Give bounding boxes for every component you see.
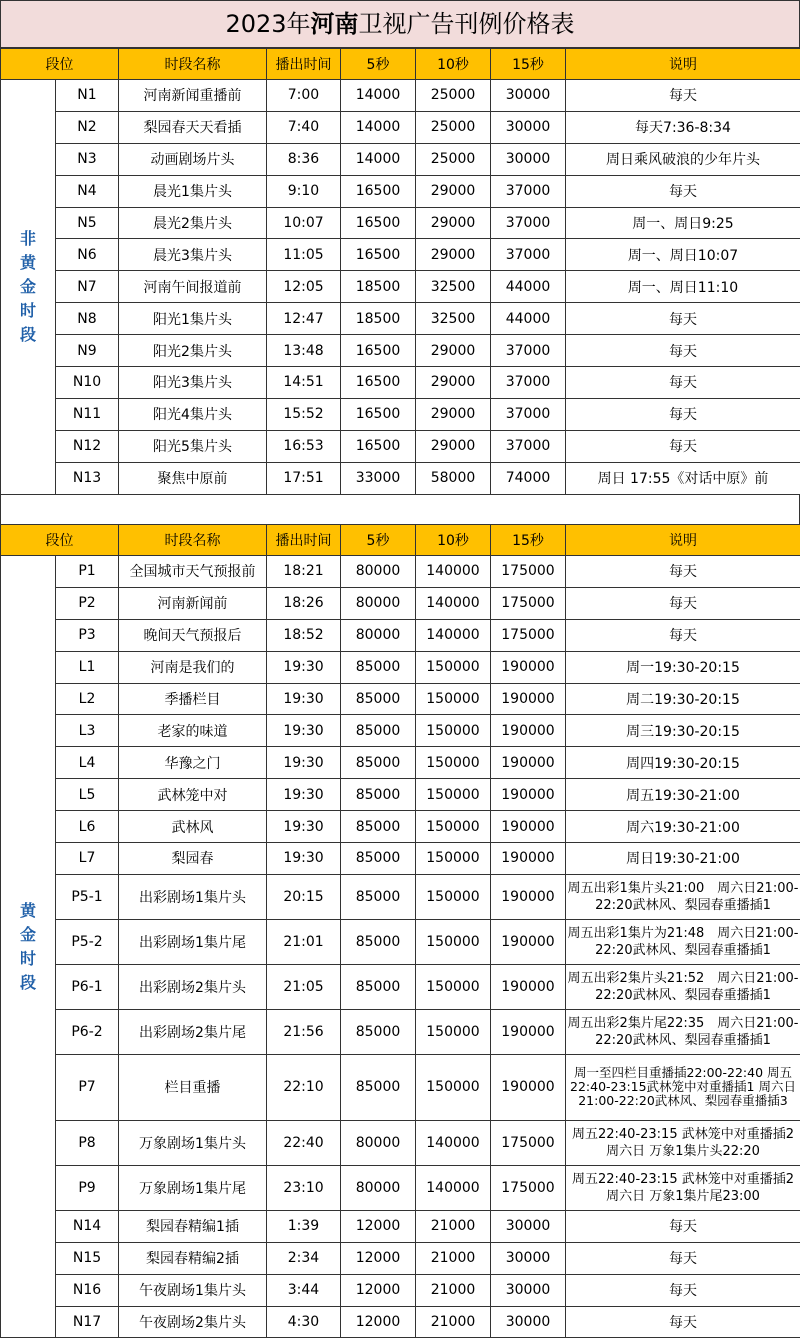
cell-note: 周一至四栏目重播插22:00-22:40 周五22:40-23:15武林笼中对重播插1 周六日21:00-22:20武林风、梨园春重播插3 [566, 1054, 800, 1120]
cell-price-5s: 85000 [341, 683, 416, 715]
price-table-prime [0, 524, 800, 1338]
cell-slot-name: 出彩剧场1集片尾 [119, 919, 267, 964]
header-15s: 15秒 [491, 525, 566, 556]
cell-price-5s: 16500 [341, 398, 416, 430]
cell-code: P9 [56, 1165, 119, 1210]
table-row [1, 239, 800, 271]
table-row [1, 919, 800, 964]
cell-note: 每天 [566, 80, 800, 112]
cell-note: 周一19:30-20:15 [566, 651, 800, 683]
cell-air-time: 8:36 [267, 143, 341, 175]
cell-price-15s: 37000 [491, 367, 566, 399]
cell-slot-name: 全国城市天气预报前 [119, 556, 267, 588]
cell-code: P7 [56, 1054, 119, 1120]
cell-code: N17 [56, 1306, 119, 1338]
cell-slot-name: 动画剧场片头 [119, 143, 267, 175]
cell-price-5s: 85000 [341, 919, 416, 964]
cell-code: P5-2 [56, 919, 119, 964]
cell-price-15s: 30000 [491, 1274, 566, 1306]
cell-code: N13 [56, 462, 119, 494]
cell-air-time: 12:47 [267, 303, 341, 335]
cell-price-15s: 44000 [491, 271, 566, 303]
cell-air-time: 19:30 [267, 779, 341, 811]
cell-price-15s: 190000 [491, 811, 566, 843]
cell-note: 每天 [566, 556, 800, 588]
section-spacer [0, 494, 800, 524]
cell-note: 周日乘风破浪的少年片头 [566, 143, 800, 175]
cell-price-15s: 44000 [491, 303, 566, 335]
cell-note: 每天 [566, 398, 800, 430]
table-row [1, 715, 800, 747]
cell-air-time: 16:53 [267, 430, 341, 462]
table-row [1, 556, 800, 588]
title-bold: 河南 [310, 10, 359, 38]
header-air-time: 播出时间 [267, 525, 341, 556]
cell-price-5s: 16500 [341, 430, 416, 462]
cell-code: N5 [56, 207, 119, 239]
cell-air-time: 23:10 [267, 1165, 341, 1210]
cell-price-10s: 140000 [416, 619, 491, 651]
cell-note: 周五19:30-21:00 [566, 779, 800, 811]
cell-price-5s: 80000 [341, 1165, 416, 1210]
cell-slot-name: 河南午间报道前 [119, 271, 267, 303]
cell-price-5s: 85000 [341, 964, 416, 1009]
cell-note: 周五22:40-23:15 武林笼中对重播插2 周六日 万象1集片头22:20 [566, 1120, 800, 1165]
cell-price-15s: 175000 [491, 587, 566, 619]
cell-slot-name: 武林风 [119, 811, 267, 843]
table-row [1, 143, 800, 175]
table-row [1, 207, 800, 239]
cell-price-5s: 14000 [341, 111, 416, 143]
cell-price-10s: 150000 [416, 1054, 491, 1120]
cell-slot-name: 阳光4集片头 [119, 398, 267, 430]
table-row [1, 1165, 800, 1210]
cell-note: 每天 [566, 587, 800, 619]
cell-note: 周日 17:55《对话中原》前 [566, 462, 800, 494]
cell-code: N11 [56, 398, 119, 430]
header-note: 说明 [566, 49, 800, 80]
cell-price-10s: 150000 [416, 874, 491, 919]
cell-price-15s: 37000 [491, 239, 566, 271]
cell-air-time: 15:52 [267, 398, 341, 430]
cell-code: N6 [56, 239, 119, 271]
cell-price-5s: 80000 [341, 619, 416, 651]
cell-note: 周五出彩2集片尾22:35 周六日21:00-22:20武林风、梨园春重播插1 [566, 1009, 800, 1054]
cell-price-5s: 80000 [341, 556, 416, 588]
title-year: 2023年 [225, 10, 311, 38]
header-row [1, 49, 800, 80]
cell-price-5s: 12000 [341, 1242, 416, 1274]
header-10s: 10秒 [416, 525, 491, 556]
cell-code: N15 [56, 1242, 119, 1274]
cell-price-10s: 25000 [416, 143, 491, 175]
cell-price-10s: 150000 [416, 651, 491, 683]
cell-price-10s: 25000 [416, 111, 491, 143]
cell-slot-name: 老家的味道 [119, 715, 267, 747]
cell-price-10s: 21000 [416, 1306, 491, 1338]
cell-slot-name: 午夜剧场2集片头 [119, 1306, 267, 1338]
cell-price-15s: 74000 [491, 462, 566, 494]
cell-code: P2 [56, 587, 119, 619]
table-row [1, 398, 800, 430]
cell-air-time: 17:51 [267, 462, 341, 494]
cell-price-10s: 150000 [416, 1009, 491, 1054]
table-row [1, 683, 800, 715]
cell-code: L3 [56, 715, 119, 747]
cell-price-10s: 29000 [416, 398, 491, 430]
cell-price-5s: 16500 [341, 335, 416, 367]
cell-slot-name: 河南是我们的 [119, 651, 267, 683]
cell-price-15s: 190000 [491, 843, 566, 875]
cell-slot-name: 阳光5集片头 [119, 430, 267, 462]
cell-air-time: 22:40 [267, 1120, 341, 1165]
cell-price-15s: 30000 [491, 1242, 566, 1274]
cell-price-10s: 21000 [416, 1274, 491, 1306]
cell-air-time: 4:30 [267, 1306, 341, 1338]
cell-price-15s: 37000 [491, 207, 566, 239]
cell-code: L1 [56, 651, 119, 683]
cell-price-15s: 190000 [491, 1009, 566, 1054]
cell-air-time: 21:56 [267, 1009, 341, 1054]
header-5s: 5秒 [341, 49, 416, 80]
cell-air-time: 1:39 [267, 1210, 341, 1242]
cell-code: N10 [56, 367, 119, 399]
cell-note: 周四19:30-20:15 [566, 747, 800, 779]
header-15s: 15秒 [491, 49, 566, 80]
cell-price-15s: 30000 [491, 111, 566, 143]
cell-price-15s: 30000 [491, 1306, 566, 1338]
cell-slot-name: 午夜剧场1集片头 [119, 1274, 267, 1306]
cell-price-15s: 190000 [491, 919, 566, 964]
cell-code: N14 [56, 1210, 119, 1242]
cell-air-time: 9:10 [267, 175, 341, 207]
cell-price-5s: 80000 [341, 1120, 416, 1165]
cell-slot-name: 河南新闻重播前 [119, 80, 267, 112]
price-table-non-prime [0, 48, 800, 495]
cell-price-5s: 85000 [341, 779, 416, 811]
cell-code: L5 [56, 779, 119, 811]
cell-note: 周三19:30-20:15 [566, 715, 800, 747]
cell-price-15s: 175000 [491, 1165, 566, 1210]
table-row [1, 619, 800, 651]
cell-price-15s: 190000 [491, 747, 566, 779]
cell-note: 每天 [566, 175, 800, 207]
segment-label: 黄 金 时 段 [1, 556, 56, 1338]
cell-price-10s: 150000 [416, 843, 491, 875]
header-10s: 10秒 [416, 49, 491, 80]
cell-code: P6-1 [56, 964, 119, 1009]
cell-note: 每天 [566, 430, 800, 462]
cell-code: L7 [56, 843, 119, 875]
table-row [1, 430, 800, 462]
cell-slot-name: 万象剧场1集片尾 [119, 1165, 267, 1210]
cell-price-10s: 21000 [416, 1210, 491, 1242]
cell-air-time: 19:30 [267, 715, 341, 747]
cell-price-5s: 33000 [341, 462, 416, 494]
cell-note: 每天 [566, 303, 800, 335]
cell-price-10s: 25000 [416, 80, 491, 112]
table-row [1, 1242, 800, 1274]
cell-note: 周日19:30-21:00 [566, 843, 800, 875]
table-row [1, 303, 800, 335]
cell-price-10s: 29000 [416, 430, 491, 462]
cell-code: P5-1 [56, 874, 119, 919]
cell-note: 每天 [566, 335, 800, 367]
cell-slot-name: 聚焦中原前 [119, 462, 267, 494]
cell-price-15s: 175000 [491, 556, 566, 588]
cell-air-time: 7:00 [267, 80, 341, 112]
cell-slot-name: 梨园春精编1插 [119, 1210, 267, 1242]
cell-slot-name: 出彩剧场2集片头 [119, 964, 267, 1009]
cell-air-time: 19:30 [267, 843, 341, 875]
cell-price-15s: 190000 [491, 779, 566, 811]
table-row [1, 1306, 800, 1338]
table-row [1, 271, 800, 303]
cell-code: N7 [56, 271, 119, 303]
cell-air-time: 2:34 [267, 1242, 341, 1274]
cell-note: 每天 [566, 619, 800, 651]
table-row [1, 587, 800, 619]
cell-price-10s: 58000 [416, 462, 491, 494]
cell-note: 周五出彩2集片头21:52 周六日21:00-22:20武林风、梨园春重播插1 [566, 964, 800, 1009]
cell-air-time: 12:05 [267, 271, 341, 303]
title-rest: 卫视广告刊例价格表 [358, 10, 575, 38]
cell-air-time: 18:52 [267, 619, 341, 651]
cell-price-5s: 85000 [341, 843, 416, 875]
cell-price-10s: 29000 [416, 207, 491, 239]
cell-price-5s: 85000 [341, 747, 416, 779]
cell-price-15s: 190000 [491, 874, 566, 919]
cell-price-5s: 16500 [341, 207, 416, 239]
cell-code: P8 [56, 1120, 119, 1165]
header-slot-name: 时段名称 [119, 49, 267, 80]
table-row [1, 1120, 800, 1165]
cell-code: N3 [56, 143, 119, 175]
table-row [1, 1274, 800, 1306]
cell-slot-name: 晨光2集片头 [119, 207, 267, 239]
cell-price-5s: 12000 [341, 1306, 416, 1338]
cell-price-5s: 14000 [341, 143, 416, 175]
header-air-time: 播出时间 [267, 49, 341, 80]
header-row [1, 525, 800, 556]
cell-note: 周五22:40-23:15 武林笼中对重播插2 周六日 万象1集片尾23:00 [566, 1165, 800, 1210]
table-row [1, 747, 800, 779]
cell-price-15s: 190000 [491, 715, 566, 747]
cell-price-10s: 29000 [416, 367, 491, 399]
cell-price-5s: 12000 [341, 1210, 416, 1242]
cell-price-5s: 85000 [341, 1009, 416, 1054]
cell-price-10s: 150000 [416, 779, 491, 811]
cell-slot-name: 梨园春 [119, 843, 267, 875]
table-row [1, 367, 800, 399]
table-row [1, 964, 800, 1009]
cell-note: 周五出彩1集片头21:00 周六日21:00-22:20武林风、梨园春重播插1 [566, 874, 800, 919]
cell-air-time: 18:26 [267, 587, 341, 619]
cell-slot-name: 华豫之门 [119, 747, 267, 779]
cell-slot-name: 阳光1集片头 [119, 303, 267, 335]
cell-price-10s: 21000 [416, 1242, 491, 1274]
header-slot-name: 时段名称 [119, 525, 267, 556]
cell-price-10s: 150000 [416, 715, 491, 747]
cell-code: N2 [56, 111, 119, 143]
cell-price-5s: 14000 [341, 80, 416, 112]
cell-air-time: 22:10 [267, 1054, 341, 1120]
cell-note: 每天 [566, 1242, 800, 1274]
cell-code: N8 [56, 303, 119, 335]
cell-price-15s: 37000 [491, 398, 566, 430]
cell-price-5s: 18500 [341, 271, 416, 303]
cell-code: L4 [56, 747, 119, 779]
cell-price-10s: 32500 [416, 303, 491, 335]
cell-slot-name: 栏目重播 [119, 1054, 267, 1120]
cell-price-5s: 80000 [341, 587, 416, 619]
cell-price-10s: 140000 [416, 1165, 491, 1210]
cell-slot-name: 出彩剧场2集片尾 [119, 1009, 267, 1054]
table-row [1, 111, 800, 143]
header-5s: 5秒 [341, 525, 416, 556]
cell-slot-name: 季播栏目 [119, 683, 267, 715]
cell-price-15s: 30000 [491, 1210, 566, 1242]
cell-price-5s: 16500 [341, 175, 416, 207]
cell-air-time: 10:07 [267, 207, 341, 239]
cell-air-time: 14:51 [267, 367, 341, 399]
cell-code: N12 [56, 430, 119, 462]
cell-price-10s: 140000 [416, 556, 491, 588]
cell-price-10s: 140000 [416, 587, 491, 619]
cell-slot-name: 晨光1集片头 [119, 175, 267, 207]
cell-note: 每天7:36-8:34 [566, 111, 800, 143]
table-row [1, 1054, 800, 1120]
header-note: 说明 [566, 525, 800, 556]
segment-label: 非 黄 金 时 段 [1, 80, 56, 495]
cell-price-10s: 150000 [416, 919, 491, 964]
cell-note: 每天 [566, 1274, 800, 1306]
cell-code: L6 [56, 811, 119, 843]
cell-price-15s: 175000 [491, 619, 566, 651]
table-row [1, 175, 800, 207]
cell-price-15s: 190000 [491, 651, 566, 683]
cell-slot-name: 武林笼中对 [119, 779, 267, 811]
cell-note: 周五出彩1集片为21:48 周六日21:00-22:20武林风、梨园春重播插1 [566, 919, 800, 964]
header-segment: 段位 [1, 525, 119, 556]
table-row [1, 462, 800, 494]
cell-slot-name: 梨园春天天看插 [119, 111, 267, 143]
cell-code: N4 [56, 175, 119, 207]
cell-slot-name: 梨园春精编2插 [119, 1242, 267, 1274]
table-row [1, 843, 800, 875]
cell-code: P1 [56, 556, 119, 588]
cell-code: N16 [56, 1274, 119, 1306]
cell-slot-name: 万象剧场1集片头 [119, 1120, 267, 1165]
cell-slot-name: 出彩剧场1集片头 [119, 874, 267, 919]
cell-price-5s: 85000 [341, 715, 416, 747]
table-row [1, 1009, 800, 1054]
cell-code: P3 [56, 619, 119, 651]
cell-code: N9 [56, 335, 119, 367]
cell-note: 每天 [566, 1210, 800, 1242]
cell-price-5s: 85000 [341, 811, 416, 843]
table-row [1, 874, 800, 919]
cell-air-time: 7:40 [267, 111, 341, 143]
cell-air-time: 13:48 [267, 335, 341, 367]
header-segment: 段位 [1, 49, 119, 80]
cell-slot-name: 河南新闻前 [119, 587, 267, 619]
cell-code: P6-2 [56, 1009, 119, 1054]
cell-price-15s: 190000 [491, 683, 566, 715]
table-row [1, 80, 800, 112]
cell-price-15s: 37000 [491, 175, 566, 207]
cell-price-15s: 37000 [491, 430, 566, 462]
cell-air-time: 19:30 [267, 651, 341, 683]
cell-price-15s: 37000 [491, 335, 566, 367]
cell-price-15s: 190000 [491, 964, 566, 1009]
page-title [0, 0, 800, 48]
cell-price-10s: 150000 [416, 747, 491, 779]
cell-price-5s: 85000 [341, 1054, 416, 1120]
table-row [1, 811, 800, 843]
cell-air-time: 20:15 [267, 874, 341, 919]
cell-price-10s: 29000 [416, 335, 491, 367]
cell-note: 周一、周日9:25 [566, 207, 800, 239]
cell-note: 每天 [566, 367, 800, 399]
cell-code: L2 [56, 683, 119, 715]
cell-price-10s: 32500 [416, 271, 491, 303]
table-row [1, 779, 800, 811]
table-row [1, 335, 800, 367]
cell-slot-name: 阳光3集片头 [119, 367, 267, 399]
cell-price-10s: 150000 [416, 683, 491, 715]
cell-air-time: 21:01 [267, 919, 341, 964]
cell-code: N1 [56, 80, 119, 112]
cell-air-time: 19:30 [267, 747, 341, 779]
cell-slot-name: 晚间天气预报后 [119, 619, 267, 651]
cell-air-time: 21:05 [267, 964, 341, 1009]
cell-price-15s: 30000 [491, 143, 566, 175]
cell-price-10s: 150000 [416, 811, 491, 843]
cell-note: 周二19:30-20:15 [566, 683, 800, 715]
cell-slot-name: 阳光2集片头 [119, 335, 267, 367]
cell-air-time: 19:30 [267, 811, 341, 843]
cell-price-5s: 85000 [341, 651, 416, 683]
cell-note: 周一、周日11:10 [566, 271, 800, 303]
cell-note: 周一、周日10:07 [566, 239, 800, 271]
cell-price-5s: 85000 [341, 874, 416, 919]
cell-air-time: 19:30 [267, 683, 341, 715]
cell-price-15s: 190000 [491, 1054, 566, 1120]
cell-air-time: 3:44 [267, 1274, 341, 1306]
cell-air-time: 18:21 [267, 556, 341, 588]
cell-price-10s: 29000 [416, 239, 491, 271]
cell-price-10s: 29000 [416, 175, 491, 207]
cell-price-10s: 150000 [416, 964, 491, 1009]
cell-note: 周六19:30-21:00 [566, 811, 800, 843]
cell-note: 每天 [566, 1306, 800, 1338]
cell-price-5s: 18500 [341, 303, 416, 335]
cell-price-15s: 175000 [491, 1120, 566, 1165]
cell-price-15s: 30000 [491, 80, 566, 112]
cell-price-5s: 16500 [341, 239, 416, 271]
cell-price-5s: 16500 [341, 367, 416, 399]
cell-price-10s: 140000 [416, 1120, 491, 1165]
cell-slot-name: 晨光3集片头 [119, 239, 267, 271]
table-row [1, 1210, 800, 1242]
table-row [1, 651, 800, 683]
cell-price-5s: 12000 [341, 1274, 416, 1306]
cell-air-time: 11:05 [267, 239, 341, 271]
